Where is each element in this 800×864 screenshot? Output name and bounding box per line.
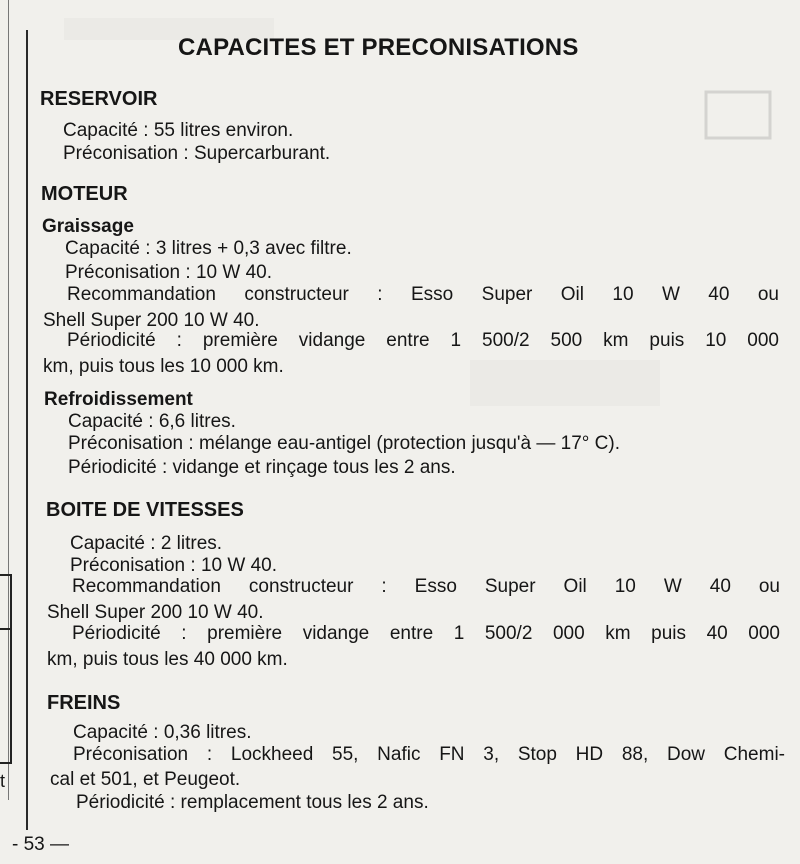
graissage-manufacturer-line: Recommandation constructeur : Esso Super Oil 10 W 40 ou [67, 284, 779, 305]
graissage-capacity: Capacité : 3 litres + 0,3 avec filtre. [65, 238, 352, 259]
graissage-recommendation: Préconisation : 10 W 40. [65, 262, 272, 283]
page-number: - 53 — [12, 834, 70, 855]
section-heading-boite: BOITE DE VITESSES [46, 499, 244, 521]
freins-recommendation-line: Préconisation : Lockheed 55, Nafic FN 3, Stop HD 88, Dow Chemi- [73, 744, 785, 765]
boite-recommendation: Préconisation : 10 W 40. [70, 555, 277, 576]
reservoir-capacity: Capacité : 55 litres environ. [63, 120, 294, 141]
subheading-graissage: Graissage [42, 216, 134, 237]
previous-page-text-fragment: t [0, 771, 6, 791]
section-heading-freins: FREINS [47, 692, 121, 714]
boite-capacity: Capacité : 2 litres. [70, 533, 223, 554]
section-heading-moteur: MOTEUR [41, 183, 128, 205]
refroidissement-capacity: Capacité : 6,6 litres. [68, 411, 236, 432]
previous-page-table-fragment [0, 574, 12, 764]
freins-recommendation-cont: cal et 501, et Peugeot. [50, 769, 241, 790]
boite-interval-line: Périodicité : première vidange entre 1 500/2 000 km puis 40 000 [72, 623, 780, 644]
previous-page-table-divider [0, 628, 10, 630]
page-title: CAPACITES ET PRECONISATIONS [178, 34, 579, 61]
reservoir-recommendation: Préconisation : Supercarburant. [63, 143, 331, 164]
refroidissement-recommendation: Préconisation : mélange eau-antigel (protection jusqu'à — 17° C). [68, 433, 620, 454]
section-heading-reservoir: RESERVOIR [40, 88, 158, 110]
subheading-refroidissement: Refroidissement [44, 389, 193, 410]
freins-capacity: Capacité : 0,36 litres. [73, 722, 252, 743]
boite-manufacturer-line: Recommandation constructeur : Esso Super Oil 10 W 40 ou [72, 576, 780, 597]
column-rule [26, 30, 28, 830]
boite-manufacturer-cont: Shell Super 200 10 W 40. [47, 602, 264, 623]
graissage-interval-line: Périodicité : première vidange entre 1 500/2 500 km puis 10 000 [67, 330, 779, 351]
freins-interval: Périodicité : remplacement tous les 2 ans. [76, 792, 429, 813]
graissage-interval-cont: km, puis tous les 10 000 km. [43, 356, 284, 377]
boite-interval-cont: km, puis tous les 40 000 km. [47, 649, 288, 670]
graissage-manufacturer-cont: Shell Super 200 10 W 40. [43, 310, 260, 331]
refroidissement-interval: Périodicité : vidange et rinçage tous les 2 ans. [68, 457, 456, 478]
